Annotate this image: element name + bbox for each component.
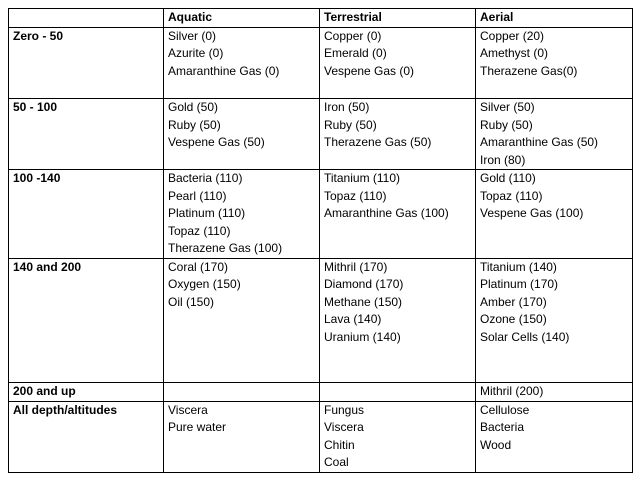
resource-entry: Titanium (110) <box>324 171 401 185</box>
resource-entry: Therazene Gas (50) <box>324 135 432 149</box>
resource-entry: Amber (170) <box>480 294 547 309</box>
resource-entry: Lava (140) <box>324 312 382 326</box>
header-corner-cell <box>9 9 164 28</box>
resource-entry: Bacteria <box>480 420 525 434</box>
resource-entry: Viscera <box>168 402 208 417</box>
resource-entry: Chitin <box>324 437 355 452</box>
resource-entry: Vespene Gas (100) <box>480 206 584 220</box>
row-label-text: 140 and 200 <box>13 259 82 274</box>
resource-entry: Fungus <box>324 402 365 417</box>
resource-entry: Platinum (110) <box>168 206 246 220</box>
row-label-text: 100 -140 <box>13 171 61 185</box>
row-label <box>9 99 164 170</box>
resource-entry: Ruby (50) <box>168 117 221 132</box>
resource-entry: Oil (150) <box>168 294 215 309</box>
cell-spacer <box>324 364 471 382</box>
resource-entry: Amaranthine Gas (100) <box>324 206 449 220</box>
resource-entry: Titanium (140) <box>480 259 557 274</box>
row-label <box>9 383 164 402</box>
header-aerial: Aerial <box>476 9 633 28</box>
table-row <box>9 27 633 99</box>
resource-entry: Iron (80) <box>480 152 526 167</box>
aerial-cell <box>476 401 633 472</box>
resource-entry: Ruby (50) <box>324 117 377 132</box>
resource-entry: Topaz (110) <box>168 223 231 238</box>
aquatic-cell <box>164 258 320 383</box>
resource-entry: Pearl (110) <box>168 188 227 203</box>
resource-entry: Pure water <box>168 420 227 434</box>
aquatic-cell <box>164 27 320 99</box>
resource-entry: Wood <box>480 437 512 452</box>
resource-entry: Cellulose <box>480 402 530 417</box>
resource-entry: Mithril (170) <box>324 259 388 274</box>
resource-entry: Uranium (140) <box>324 329 401 344</box>
aerial-cell <box>476 99 633 170</box>
header-aquatic: Aquatic <box>164 9 320 28</box>
resource-entry: Therazene Gas (100) <box>168 241 283 255</box>
terrestrial-cell <box>320 27 476 99</box>
aerial-cell <box>476 258 633 383</box>
resource-entry: Therazene Gas(0) <box>480 63 578 78</box>
table-row <box>9 383 633 402</box>
resource-entry: Azurite (0) <box>168 46 224 60</box>
aerial-cell <box>476 27 633 99</box>
resource-entry: Bacteria (110) <box>168 171 243 185</box>
aquatic-cell <box>164 401 320 472</box>
resource-entry: Topaz (110) <box>480 188 543 203</box>
resource-entry: Gold (50) <box>168 100 219 114</box>
resource-entry: Coral (170) <box>168 259 229 274</box>
resource-entry: Emerald (0) <box>324 46 387 60</box>
row-label-text: 200 and up <box>13 384 76 398</box>
resource-entry: Platinum (170) <box>480 277 559 291</box>
terrestrial-cell <box>320 99 476 170</box>
resource-entry: Silver (0) <box>168 28 217 43</box>
aquatic-cell <box>164 99 320 170</box>
resource-entry: Amethyst (0) <box>480 46 549 60</box>
cell-spacer <box>168 80 315 98</box>
resource-entry: Vespene Gas (0) <box>324 63 415 78</box>
resource-entry: Amaranthine Gas (0) <box>168 63 280 78</box>
resource-depth-document <box>8 8 632 473</box>
resource-entry: Ruby (50) <box>480 117 533 132</box>
aquatic-cell <box>164 383 320 402</box>
resource-entry: Amaranthine Gas (50) <box>480 135 599 149</box>
header-row <box>9 9 633 28</box>
resource-entry: Silver (50) <box>480 100 535 114</box>
resource-entry: Methane (150) <box>324 294 403 309</box>
row-label <box>9 401 164 472</box>
row-label-text: 50 - 100 <box>13 100 58 114</box>
resource-entry: Copper (20) <box>480 28 545 43</box>
table-row <box>9 99 633 170</box>
resource-entry: Copper (0) <box>324 28 382 43</box>
resource-entry: Mithril (200) <box>480 384 544 398</box>
resource-entry: Solar Cells (140) <box>480 329 570 344</box>
header-terrestrial: Terrestrial <box>320 9 476 28</box>
row-label-text: Zero - 50 <box>13 28 64 43</box>
resource-entry: Gold (110) <box>480 171 536 185</box>
resource-entry: Ozone (150) <box>480 312 547 326</box>
table-row <box>9 258 633 383</box>
row-label <box>9 27 164 99</box>
table-row <box>9 401 633 472</box>
cell-spacer <box>324 346 471 364</box>
aerial-cell <box>476 170 633 259</box>
resource-entry: Viscera <box>324 420 364 434</box>
terrestrial-cell <box>320 258 476 383</box>
resource-table <box>8 8 633 473</box>
resource-entry: Diamond (170) <box>324 277 404 291</box>
resource-entry: Iron (50) <box>324 100 370 114</box>
aerial-cell <box>476 383 633 402</box>
resource-entry: Vespene Gas (50) <box>168 135 265 149</box>
resource-entry: Coal <box>324 455 349 469</box>
row-label-text: All depth/altitudes <box>13 402 118 417</box>
row-label <box>9 258 164 383</box>
resource-entry: Topaz (110) <box>324 188 387 203</box>
terrestrial-cell <box>320 383 476 402</box>
terrestrial-cell <box>320 170 476 259</box>
resource-entry: Oxygen (150) <box>168 277 241 291</box>
aquatic-cell <box>164 170 320 259</box>
terrestrial-cell <box>320 401 476 472</box>
table-row <box>9 170 633 259</box>
row-label <box>9 170 164 259</box>
